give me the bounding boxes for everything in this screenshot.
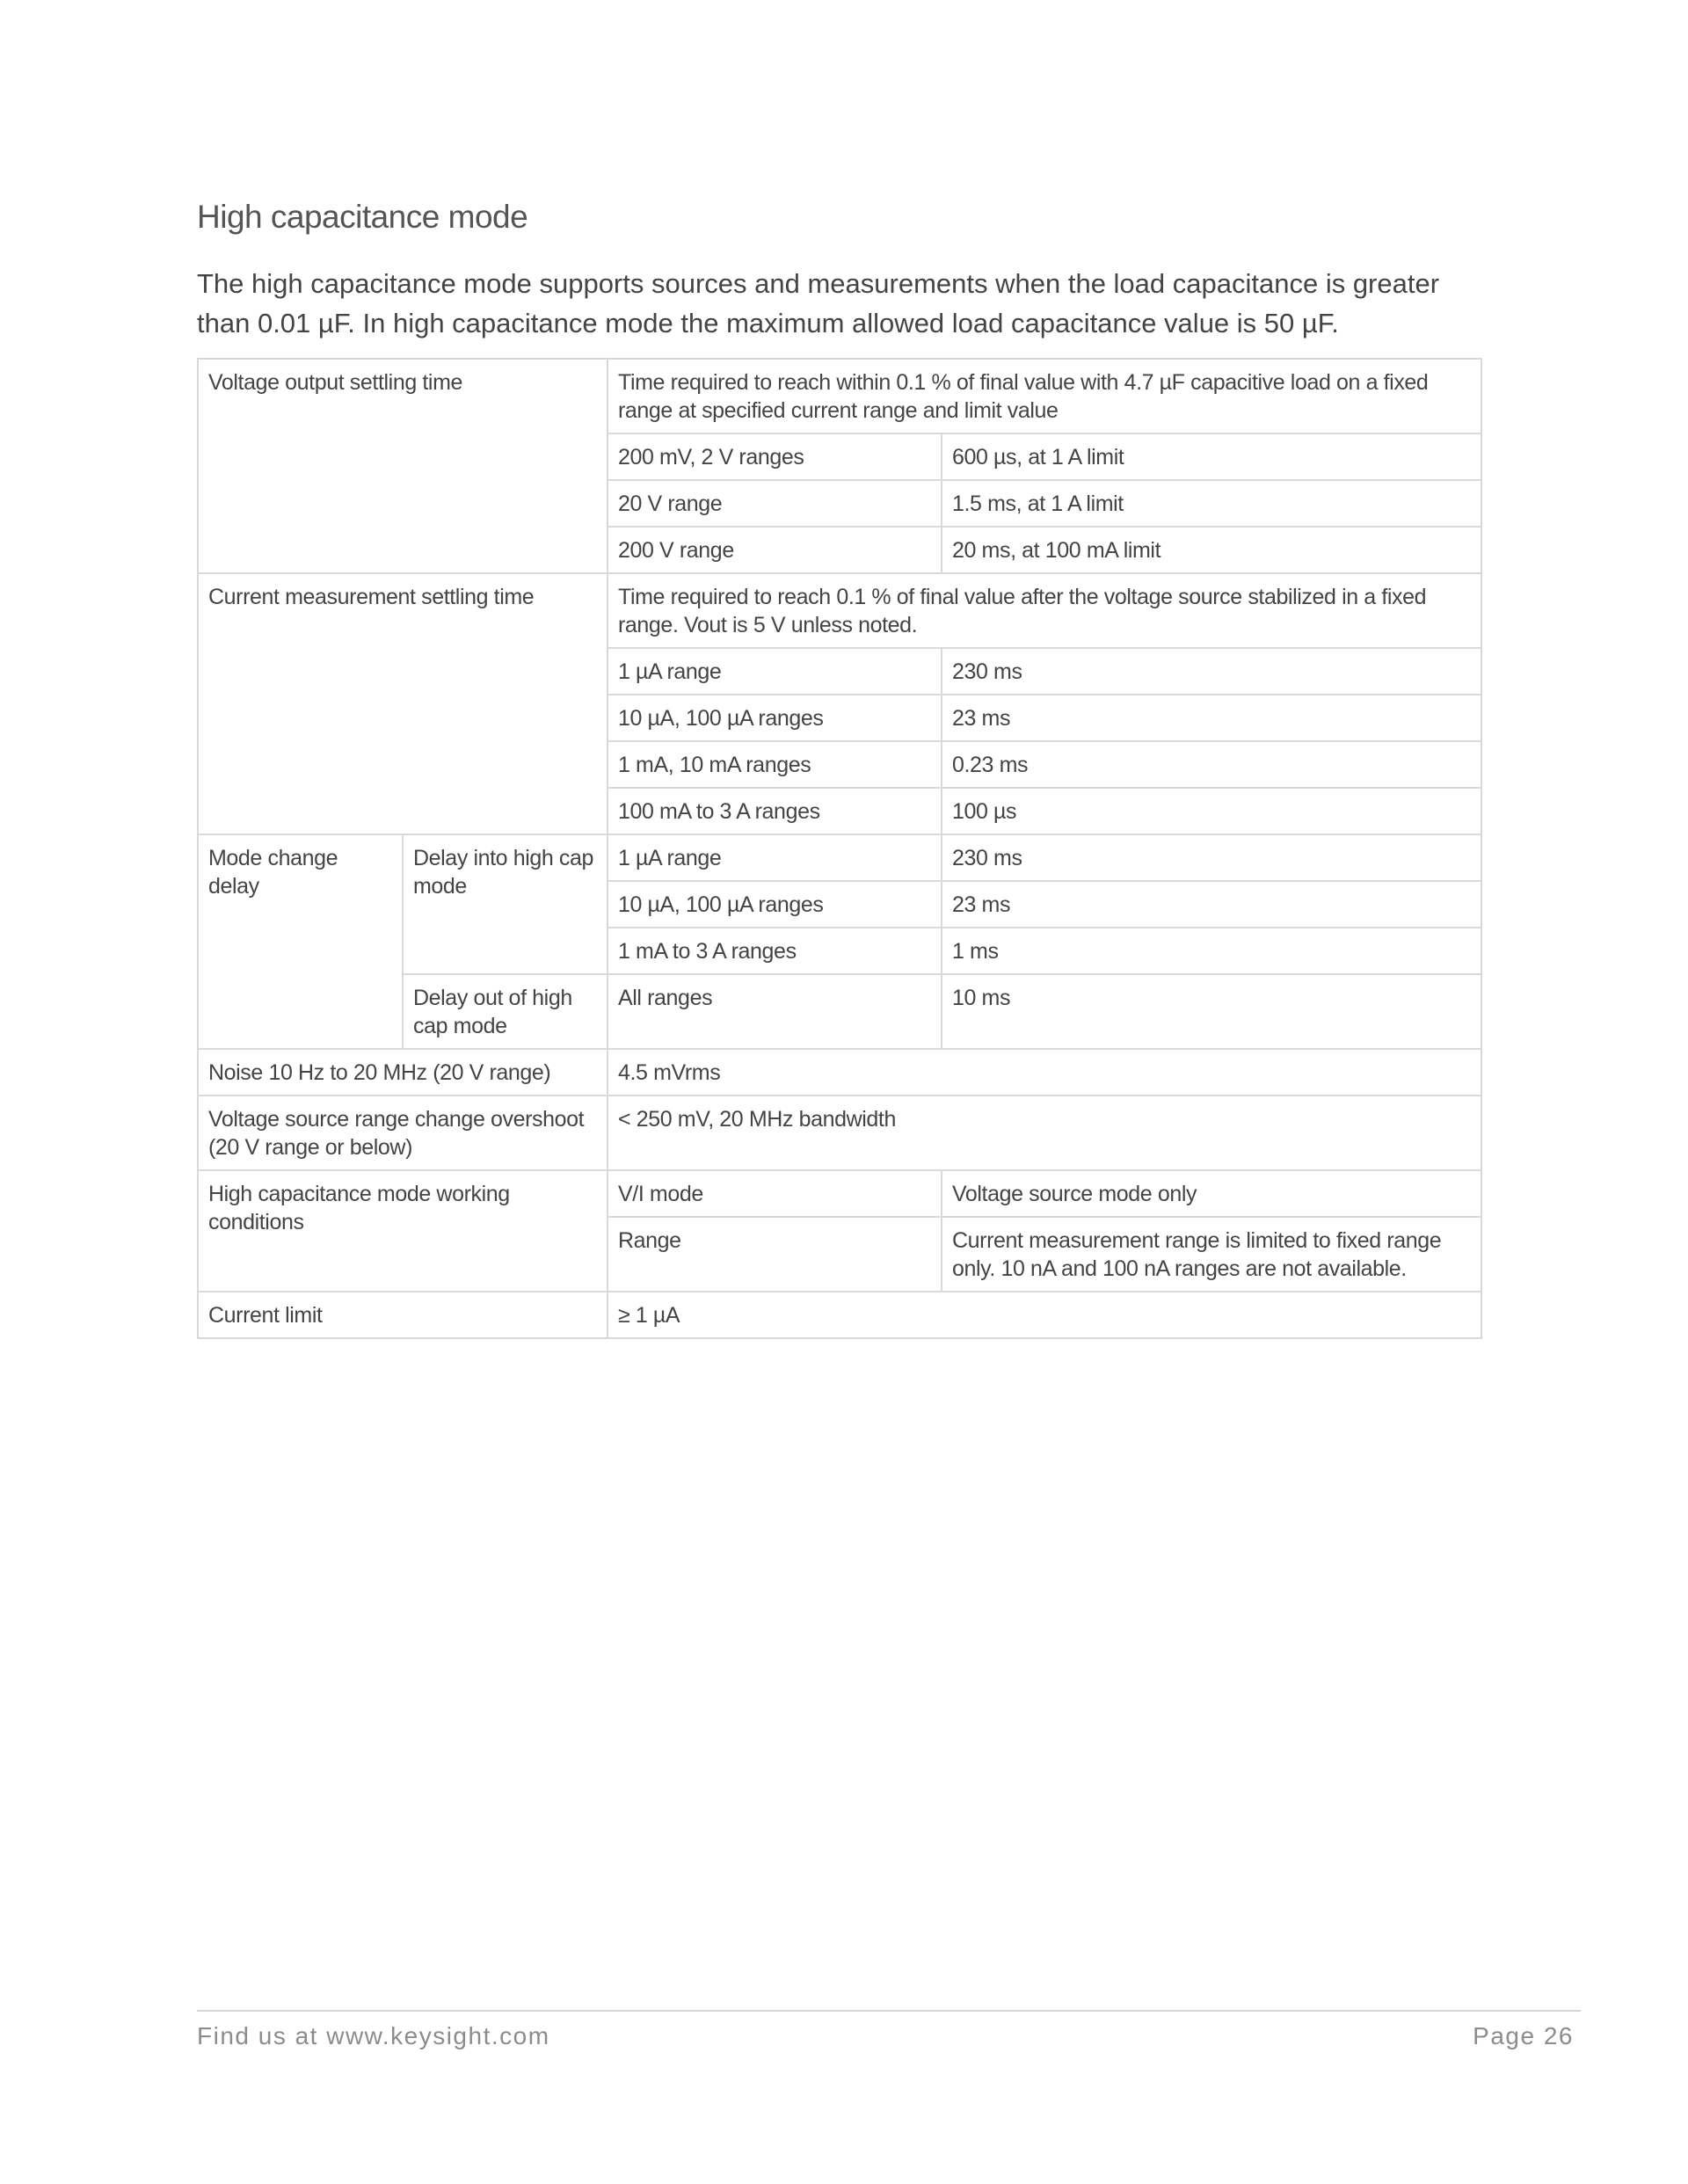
spec-label: Current measurement settling time	[198, 573, 608, 834]
value-cell: 230 ms	[942, 834, 1481, 881]
value-cell: 600 µs, at 1 A limit	[942, 433, 1481, 480]
range-cell: 200 mV, 2 V ranges	[608, 433, 942, 480]
spec-sublabel: Delay into high cap mode	[403, 834, 608, 974]
value-cell: ≥ 1 µA	[608, 1292, 1481, 1338]
spec-label: Current limit	[198, 1292, 608, 1338]
range-cell: 1 mA to 3 A ranges	[608, 928, 942, 974]
value-cell: < 250 mV, 20 MHz bandwidth	[608, 1096, 1481, 1170]
value-cell: 4.5 mVrms	[608, 1049, 1481, 1096]
spec-label: Noise 10 Hz to 20 MHz (20 V range)	[198, 1049, 608, 1096]
footer-divider	[197, 2010, 1581, 2012]
range-cell: 1 mA, 10 mA ranges	[608, 741, 942, 788]
range-cell: 1 µA range	[608, 648, 942, 695]
table-row	[198, 834, 1481, 881]
spec-description: Time required to reach within 0.1 % of final value with 4.7 µF capacitive load on a fixed range at specified current range and limit value	[608, 359, 1481, 433]
value-cell: 23 ms	[942, 881, 1481, 928]
spec-label: Voltage output settling time	[198, 359, 608, 573]
spec-label: Voltage source range change overshoot (20 V range or below)	[198, 1096, 608, 1170]
value-cell: Current measurement range is limited to fixed range only. 10 nA and 100 nA ranges are not available.	[942, 1217, 1481, 1292]
table-row	[198, 1049, 1481, 1096]
range-cell: 10 µA, 100 µA ranges	[608, 695, 942, 741]
spec-table	[197, 358, 1482, 1339]
key-cell: Range	[608, 1217, 942, 1292]
spec-label: High capacitance mode working conditions	[198, 1170, 608, 1292]
range-cell: 1 µA range	[608, 834, 942, 881]
section-title: High capacitance mode	[197, 199, 528, 235]
value-cell: 23 ms	[942, 695, 1481, 741]
value-cell: 1 ms	[942, 928, 1481, 974]
value-cell: Voltage source mode only	[942, 1170, 1481, 1217]
table-row	[198, 359, 1481, 433]
spec-description: Time required to reach 0.1 % of final value after the voltage source stabilized in a fixed range. Vout is 5 V unless noted.	[608, 573, 1481, 648]
range-cell: 20 V range	[608, 480, 942, 527]
value-cell: 100 µs	[942, 788, 1481, 834]
value-cell: 20 ms, at 100 mA limit	[942, 527, 1481, 573]
key-cell: V/I mode	[608, 1170, 942, 1217]
range-cell: 100 mA to 3 A ranges	[608, 788, 942, 834]
spec-sublabel: Delay out of high cap mode	[403, 974, 608, 1049]
page-number: Page 26	[1473, 2022, 1574, 2049]
value-cell: 230 ms	[942, 648, 1481, 695]
table-row	[198, 573, 1481, 648]
table-row	[198, 1292, 1481, 1338]
section-intro: The high capacitance mode supports sources and measurements when the load capacitance is greater than 0.01 µF. In high capacitance mode the maximum allowed load capacitance value is 50 µF.	[197, 268, 1440, 339]
value-cell: 0.23 ms	[942, 741, 1481, 788]
range-cell: All ranges	[608, 974, 942, 1049]
footer-website: Find us at www.keysight.com	[197, 2022, 550, 2049]
value-cell: 1.5 ms, at 1 A limit	[942, 480, 1481, 527]
spec-label: Mode change delay	[198, 834, 403, 1049]
range-cell: 10 µA, 100 µA ranges	[608, 881, 942, 928]
range-cell: 200 V range	[608, 527, 942, 573]
table-row	[198, 1096, 1481, 1170]
table-row	[198, 1170, 1481, 1217]
value-cell: 10 ms	[942, 974, 1481, 1049]
